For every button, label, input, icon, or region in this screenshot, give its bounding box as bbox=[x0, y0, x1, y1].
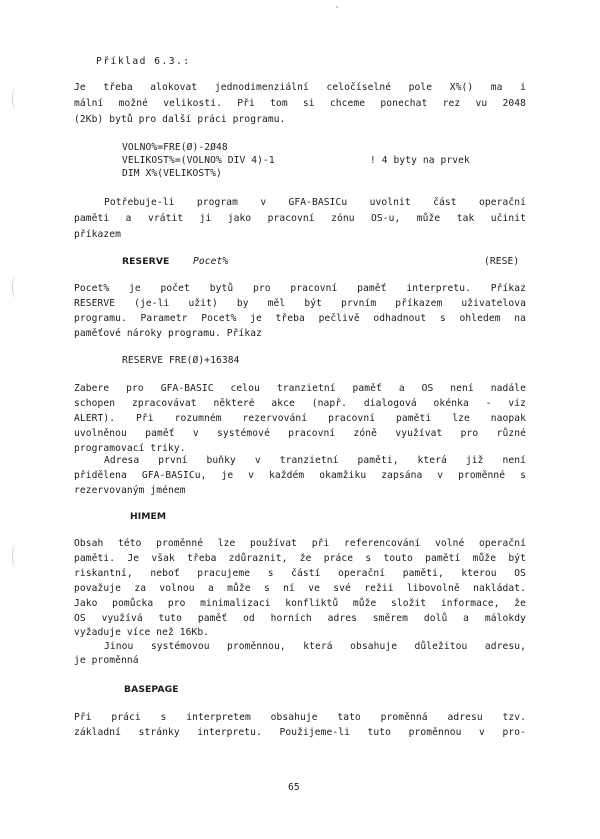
basepage-keyword: BASEPAGE bbox=[124, 684, 179, 695]
punch-hole-mark bbox=[12, 276, 19, 298]
paragraph-line: Jinou systémovou proměnnou, která obsahuje důležitou adresu, bbox=[104, 641, 526, 652]
code-line: VELIKOST%=(VOLNO% DIV 4)-1 bbox=[122, 155, 275, 166]
himem-keyword: HIMEM bbox=[130, 511, 167, 522]
paragraph-line: OS využívá tuto paměť od horních adres směrem dolů a málokdy bbox=[74, 613, 526, 624]
paragraph-line: považuje za volnou a může s ní ve své režii libovolně nakládat. bbox=[74, 583, 526, 594]
paragraph-line: Jako pomůcka pro minimalizaci konfliktů může složit informace, že bbox=[74, 598, 526, 609]
paragraph-line: rezervovaným jménem bbox=[74, 485, 186, 496]
paragraph-line: příkazem bbox=[74, 229, 122, 240]
paragraph-line: programovací triky. bbox=[74, 443, 186, 454]
paragraph-line: Adresa první buňky v tranzietní paměti, která již není bbox=[104, 455, 526, 466]
paragraph-line: RESERVE (je-li užit) by měl být prvním příkazem uživatelova bbox=[74, 298, 526, 309]
paragraph-line: je proměnná bbox=[74, 655, 139, 666]
page-number: 65 bbox=[288, 782, 300, 793]
paragraph-line: paměťové nároky programu. Příkaz bbox=[74, 328, 263, 339]
paragraph-line: Zabere pro GFA-BASIC celou tranzietní paměť a OS není nadále bbox=[74, 383, 526, 394]
code-line: DIM X%(VELIKOST%) bbox=[122, 168, 222, 179]
punch-hole-mark bbox=[12, 545, 19, 567]
paragraph-line: programu. Parametr Pocet% je třeba pečlivě odhadnout s ohledem na bbox=[74, 313, 526, 324]
paragraph-line: přidělena GFA-BASICu, je v každém okamžiku zapsána v proměnné s bbox=[74, 470, 526, 481]
code-line: RESERVE FRE(Ø)+16384 bbox=[122, 355, 240, 366]
punch-hole-mark bbox=[12, 88, 19, 110]
paragraph-line: paměti a vrátit ji jako pracovní zónu OS-u, může tak učinit bbox=[74, 213, 526, 224]
paragraph-line: mální možné velikosti. Při tom si chceme ponechat rez vu 2048 bbox=[74, 98, 526, 109]
paragraph-line: uvolněnou paměť v systémové pracovní zóně využívat pro různé bbox=[74, 428, 526, 439]
paragraph-line: vyžaduje více než 16Kb. bbox=[74, 627, 210, 638]
scan-speck bbox=[336, 6, 338, 8]
paragraph-line: schopen zpracovávat některé akce (např. dialogová okénka - viz bbox=[74, 398, 526, 409]
paragraph-line: Obsah této proměnné lze používat při referencování volné operační bbox=[74, 538, 526, 549]
reserve-abbreviation: (RESE) bbox=[484, 256, 520, 267]
paragraph-line: Potřebuje-li program v GFA-BASICu uvolnit část operační bbox=[104, 197, 526, 208]
code-comment: ! 4 byty na prvek bbox=[370, 155, 470, 166]
code-line: VOLNO%=FRE(Ø)-2Ø48 bbox=[122, 142, 228, 153]
paragraph-line: paměti. Je však třeba zdůraznit, že práce s touto pamětí může být bbox=[74, 553, 526, 564]
paragraph-line: ALERT). Při rozumném rezervování pracovní paměti lze naopak bbox=[74, 413, 526, 424]
example-heading: Příklad 6.3.: bbox=[96, 56, 191, 67]
paragraph-line: základní stránky interpretu. Použijeme-li tuto proměnnou v pro- bbox=[74, 727, 526, 738]
paragraph-line: riskantní, neboť pracujeme s částí operační paměti, kterou OS bbox=[74, 568, 526, 579]
paragraph-line: Je třeba alokovat jednodimenziální celočíselné pole X%() ma i bbox=[74, 82, 526, 93]
reserve-keyword: RESERVE bbox=[122, 256, 170, 267]
reserve-argument: Pocet% bbox=[193, 256, 229, 267]
paragraph-line: (2Kb) bytů pro další práci programu. bbox=[74, 114, 286, 125]
paragraph-line: Při práci s interpretem obsahuje tato proměnná adresu tzv. bbox=[74, 712, 526, 723]
paragraph-line: Pocet% je počet bytů pro pracovní paměť interpretu. Příkaz bbox=[74, 283, 526, 294]
